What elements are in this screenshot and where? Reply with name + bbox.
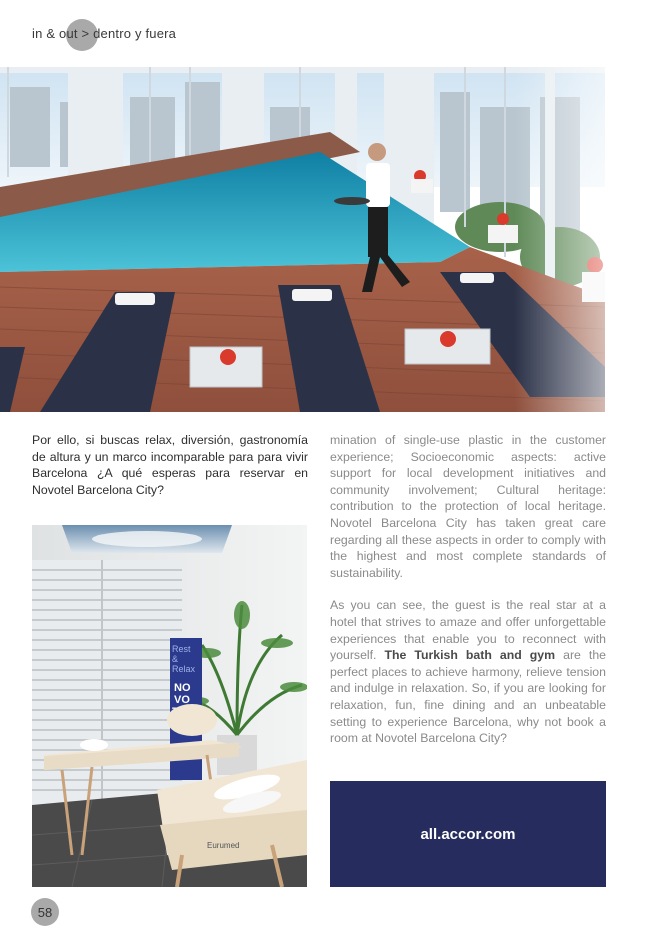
banner-brand-2: VO (174, 694, 190, 706)
accor-website-link[interactable]: all.accor.com (420, 825, 516, 843)
section-header (32, 22, 176, 46)
banner-relax: Relax (172, 664, 196, 674)
bench-logo: Eurumed (207, 841, 240, 850)
english-article-text (330, 432, 606, 747)
banner-brand-1: NO (174, 682, 191, 694)
page-number: 58 (31, 898, 59, 926)
pool-terrace-photo (0, 67, 605, 412)
paragraph-guest-experience: As you can see, the guest is the real star at a hotel that strives to amaze and offer unforgettable experiences that enable you to reconnect with yourself. The Turkish bath and gym are the perfect places to achieve harmony, relieve tension and indulge in relaxation. So, if you are looking for relaxation, fun, fine dining and an unbeatable setting to experience Barcelona, why not book a room at Novotel Barcelona City? (330, 598, 606, 746)
banner-rest: Rest (172, 644, 191, 654)
spa-room-photo (32, 525, 307, 887)
highlight-turkish-bath: The Turkish bath and gym (384, 648, 556, 663)
paragraph-sustainability: mination of single-use plastic in the customer experience; Socioeconomic aspects: active support for local development initiatives and community involvement; Cultural heritage: contribution to the protection of local heritage. Novotel Barcelona City has taken great care regarding all these aspects in order to comply with the highest and most complete standards of sustainability. (330, 433, 606, 580)
banner-amp: & (172, 654, 179, 664)
spanish-paragraph: Por ello, si buscas relax, diversión, gastronomía de altura y un marco incomparable para para vivir Barcelona ¿A qué esperas para reservar en Novotel Barcelona City? (32, 433, 308, 497)
section-title: in & out > dentro y fuera (32, 26, 177, 41)
cta-banner (330, 781, 606, 887)
